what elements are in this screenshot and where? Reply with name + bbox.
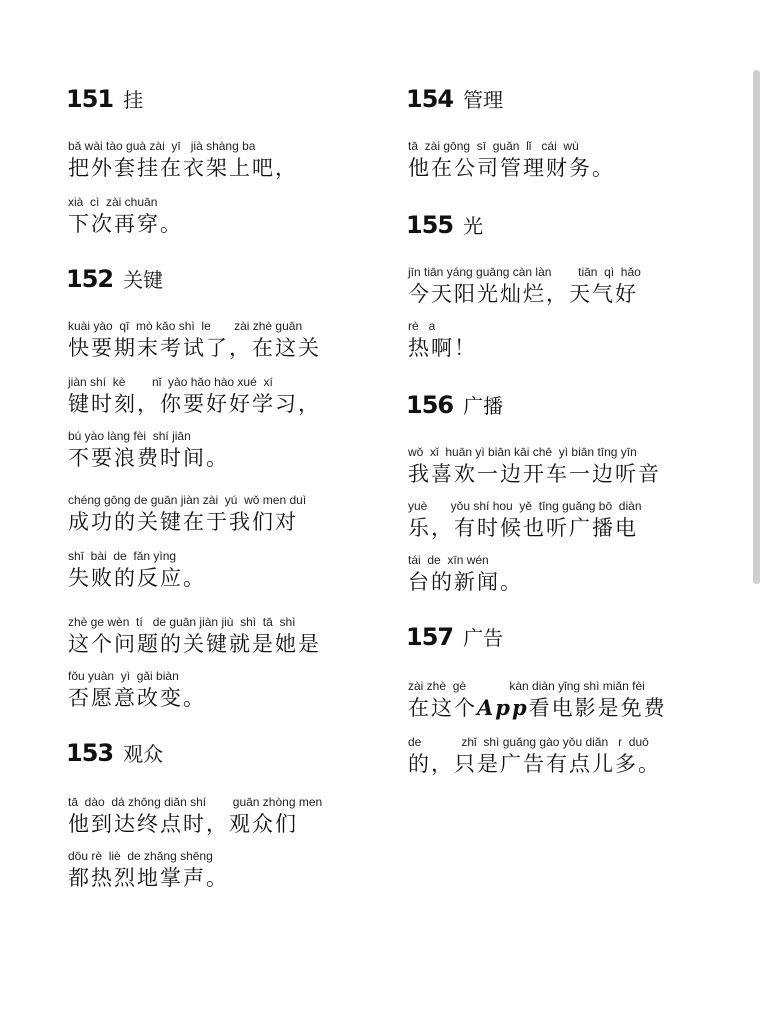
- vocab-entry-157: [406, 622, 736, 776]
- pinyin-text: yuè yǒu shí hou yě tīng guǎng bō diàn: [408, 499, 642, 513]
- entry-word: 广告: [463, 626, 504, 650]
- hanzi-text: 把外套挂在衣架上吧，: [68, 156, 298, 180]
- hanzi-text: 下次再穿。: [68, 212, 183, 236]
- example-line: [68, 318, 396, 362]
- hanzi-text: 今天阳光灿烂，天气好: [408, 282, 638, 306]
- entry-word: 关键: [123, 268, 164, 292]
- hanzi-text: 不要浪费时间。: [68, 446, 229, 470]
- hanzi-text: 他在公司管理财务。: [408, 156, 615, 180]
- entry-word: 管理: [463, 88, 504, 112]
- hanzi-text: 台的新闻。: [408, 570, 523, 594]
- pinyin-text: zài zhè gè kàn diàn yǐng shì miǎn fèi: [408, 679, 645, 693]
- pinyin-text: de zhǐ shì guǎng gào yǒu diǎn r duō: [408, 735, 649, 749]
- hanzi-after-app: 看电影是免费: [528, 696, 667, 720]
- example-line: [68, 668, 396, 712]
- pinyin-text: tái de xīn wén: [408, 553, 489, 567]
- example-line: [68, 794, 396, 838]
- hanzi-text: 热啊！: [408, 336, 477, 360]
- entry-number: 154: [406, 85, 454, 113]
- example-line: [68, 848, 396, 892]
- entry-heading: [406, 210, 736, 240]
- example-line: [68, 194, 396, 238]
- app-word: App: [477, 695, 529, 720]
- example-line: [408, 734, 736, 778]
- vocab-entry-151: [66, 84, 396, 236]
- entry-word: 观众: [123, 742, 164, 766]
- entry-heading: [406, 84, 736, 114]
- hanzi-text: 失败的反应。: [68, 566, 206, 590]
- example-line: [408, 444, 736, 488]
- pinyin-text: dōu rè liè de zhǎng shēng: [68, 849, 213, 863]
- pinyin-text: chéng gōng de guān jiàn zài yú wǒ men duì: [68, 493, 307, 507]
- entry-number: 157: [406, 623, 454, 651]
- pinyin-text: jīn tiān yáng guāng càn làn tiān qì hǎo: [408, 265, 641, 279]
- entry-word: 挂: [123, 88, 144, 112]
- scrollbar[interactable]: [753, 70, 760, 584]
- example-line: [408, 678, 736, 722]
- entry-number: 156: [406, 391, 454, 419]
- vocab-entry-155: [406, 210, 736, 360]
- pinyin-text: tā zài gōng sī guǎn lǐ cái wù: [408, 139, 579, 153]
- example-line: [68, 492, 396, 536]
- hanzi-text: 我喜欢一边开车一边听音: [408, 462, 661, 486]
- entry-number: 153: [66, 739, 114, 767]
- example-line: [68, 548, 396, 592]
- entry-heading: [66, 84, 396, 114]
- vocab-entry-153: [66, 738, 396, 890]
- hanzi-text: 他到达终点时，观众们: [68, 812, 298, 836]
- example-line: [68, 614, 396, 658]
- hanzi-text: 键时刻，你要好好学习，: [68, 392, 321, 416]
- example-line: [68, 138, 396, 182]
- pinyin-text: bú yào làng fèi shí jiān: [68, 429, 191, 443]
- pinyin-text: bǎ wài tào guà zài yī jià shàng ba: [68, 139, 256, 153]
- entry-heading: [66, 738, 396, 768]
- entry-heading: [406, 390, 736, 420]
- entry-heading: [66, 264, 396, 294]
- example-line: [68, 374, 396, 418]
- example-line: [68, 428, 396, 472]
- entry-number: 152: [66, 265, 114, 293]
- pinyin-text: xià cì zài chuān: [68, 195, 158, 209]
- pinyin-text: wǒ xǐ huān yì biān kāi chē yì biān tīng yīn: [408, 445, 637, 459]
- vocab-entry-154: [406, 84, 736, 180]
- pinyin-text: shī bài de fǎn yìng: [68, 549, 177, 563]
- example-line: [408, 138, 736, 182]
- hanzi-before-app: 在这个: [408, 696, 477, 720]
- example-line: [408, 318, 736, 362]
- hanzi-text: 快要期末考试了，在这关: [68, 336, 321, 360]
- hanzi-text: 成功的关键在于我们对: [68, 510, 298, 534]
- example-line: [408, 552, 736, 596]
- example-line: [408, 264, 736, 308]
- pinyin-text: fǒu yuàn yì gǎi biàn: [68, 669, 179, 683]
- entry-heading: [406, 622, 736, 652]
- hanzi-text: 这个问题的关键就是她是: [68, 632, 321, 656]
- entry-word: 光: [463, 214, 484, 238]
- entry-number: 155: [406, 211, 454, 239]
- hanzi-text: [408, 694, 736, 722]
- pinyin-text: rè a: [408, 319, 436, 333]
- vocab-entry-156: [406, 390, 736, 594]
- vocab-entry-152: [66, 264, 396, 710]
- pinyin-text: zhè ge wèn tí de guān jiàn jiù shì tā shì: [68, 615, 296, 629]
- hanzi-text: 否愿意改变。: [68, 686, 206, 710]
- pinyin-text: kuài yào qī mò kǎo shì le zài zhè guān: [68, 319, 303, 333]
- example-line: [408, 498, 736, 542]
- pinyin-text: tā dào dá zhōng diǎn shí guān zhòng men: [68, 795, 323, 809]
- entry-number: 151: [66, 85, 114, 113]
- pinyin-text: jiàn shí kè nǐ yào hǎo hào xué xí: [68, 375, 273, 389]
- hanzi-text: 都热烈地掌声。: [68, 866, 229, 890]
- entry-word: 广播: [463, 394, 504, 418]
- hanzi-text: 乐，有时候也听广播电: [408, 516, 638, 540]
- hanzi-text: 的，只是广告有点儿多。: [408, 752, 661, 776]
